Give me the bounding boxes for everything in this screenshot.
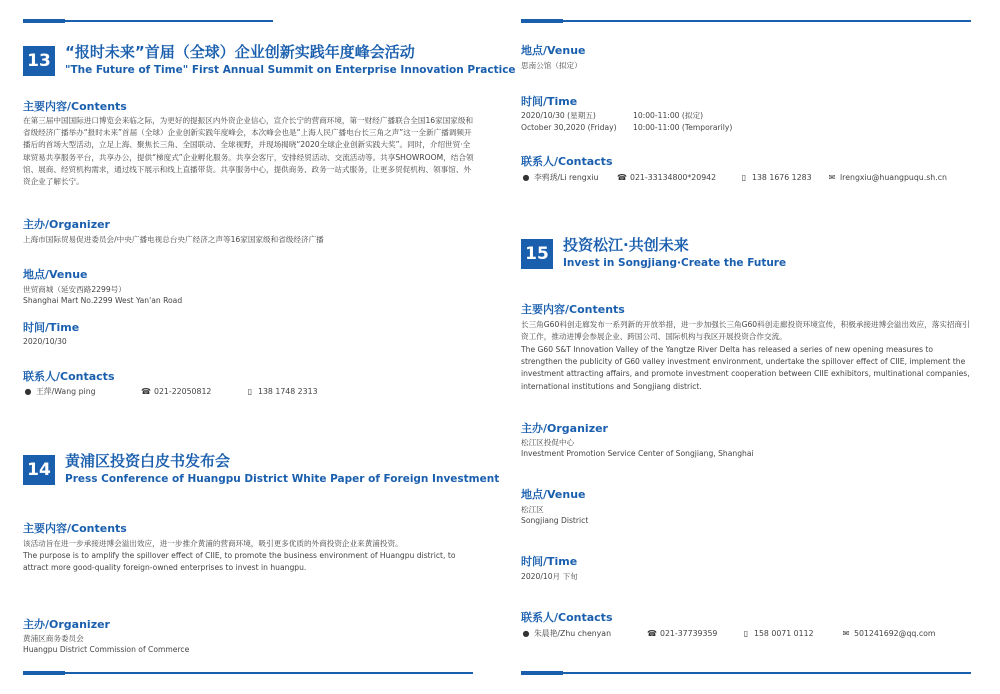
contents-text-cn: 长三角G60科创走廊发布一系列新的开放举措，进一步加强长三角G60科创走廊投资环境宣传，积极承接进博会溢出效应，落实招商引资工作，推动进博会参展企业、跨国公司、国际机构与我区开展投资合作交流。: [521, 320, 970, 342]
contact-phone: [617, 172, 739, 183]
email-icon: ✉: [828, 173, 836, 182]
bottom-rule-left: [23, 672, 473, 674]
person-icon: ●: [24, 387, 32, 396]
organizer-heading: 主办/Organizer: [23, 218, 110, 231]
organizer-heading: 主办/Organizer: [23, 618, 110, 631]
event-15-header: [521, 236, 786, 270]
contact-mobile-number: 138 1748 2313: [258, 387, 318, 396]
contents-heading: 主要内容/Contents: [23, 522, 127, 535]
contacts-heading: 联系人/Contacts: [521, 155, 613, 168]
contact-row: [23, 386, 318, 397]
contact-row: [521, 628, 935, 639]
time-text-en: October 30,2020 (Friday): [521, 123, 617, 132]
contact-email: [841, 628, 935, 639]
event-title-cn: 投资松江·共创未来: [563, 236, 689, 254]
mobile-icon: ▯: [247, 387, 253, 396]
event-number-badge: 15: [521, 239, 553, 269]
organizer-text-cn: 上海市国际贸易促进委员会/中央广播电视总台央广经济之声等16家国家级和省级经济广播: [23, 235, 324, 244]
contents-text-en: The purpose is to amplify the spillover effect of CIIE, to promote the business environment of Huangpu district, to attract more good-quality foreign-owned enterprises to invest in huangpu.: [23, 551, 456, 573]
contact-phone: [647, 628, 741, 639]
venue-text-cn: 世贸商城（延安西路2299号）: [23, 285, 126, 294]
contact-row: [521, 172, 947, 183]
mobile-icon: ▯: [741, 173, 747, 182]
organizer-heading: 主办/Organizer: [521, 422, 608, 435]
phone-icon: ☎: [647, 629, 657, 638]
time-hours-en: 10:00-11:00 (Temporarily): [633, 123, 733, 132]
venue-text-cn: 松江区: [521, 505, 544, 514]
contact-email-address: 501241692@qq.com: [854, 629, 936, 638]
time-heading: 时间/Time: [521, 555, 578, 568]
event-title-en: Invest in Songjiang·Create the Future: [563, 257, 787, 269]
contact-tel: 021-37739359: [660, 629, 718, 638]
mobile-icon: ▯: [743, 629, 749, 638]
time-text: 2020/10月 下旬: [521, 572, 578, 581]
contact-person: [521, 172, 617, 183]
event-number-badge: 14: [23, 455, 55, 485]
contact-tel: 021-22050812: [154, 387, 212, 396]
phone-icon: ☎: [141, 387, 151, 396]
venue-text-cn: 思南公馆（拟定）: [521, 61, 582, 70]
contact-phone: [141, 386, 245, 397]
time-hours-cn: 10:00-11:00 (拟定): [633, 111, 704, 120]
venue-text-en: Shanghai Mart No.2299 West Yan'an Road: [23, 296, 183, 305]
organizer-text-en: Investment Promotion Service Center of Songjiang, Shanghai: [521, 449, 754, 458]
time-text: 2020/10/30: [23, 337, 67, 346]
contacts-heading: 联系人/Contacts: [521, 611, 613, 624]
contents-text-en: The G60 S&T Innovation Valley of the Yangtze River Delta has released a series of new opening measures to strengthen the publicity of G60 valley investment environment, undertake the spillover effect of CIIE, implement the investment attracting affairs, and promote investment cooperation between CIIE exhibitors, multinational companies, international institutions and Songjiang district.: [521, 345, 970, 391]
organizer-text-cn: 松江区投促中心: [521, 438, 575, 447]
event-14-header: [23, 452, 499, 486]
contact-name: 朱晨艳/Zhu chenyan: [534, 629, 612, 638]
contact-person: [23, 386, 141, 397]
email-icon: ✉: [842, 629, 850, 638]
contact-name: 王萍/Wang ping: [36, 387, 96, 396]
contact-mobile-number: 138 1676 1283: [752, 173, 812, 182]
time-heading: 时间/Time: [23, 321, 80, 334]
contacts-heading: 联系人/Contacts: [23, 370, 115, 383]
contents-text-cn: 该活动旨在进一步承接进博会溢出效应，进一步推介黄浦的营商环境，吸引更多优质的外商投资企业来黄浦投资。: [23, 539, 403, 548]
top-rule-right: [521, 20, 971, 22]
venue-text-en: Songjiang District: [521, 516, 589, 525]
event-number-badge: 13: [23, 46, 55, 76]
time-text-cn: 2020/10/30 (星期五): [521, 111, 596, 120]
venue-heading: 地点/Venue: [521, 44, 586, 57]
person-icon: ●: [522, 629, 530, 638]
event-title-en: Press Conference of Huangpu District White Paper of Foreign Investment: [65, 473, 500, 485]
contact-email: [827, 172, 947, 183]
venue-heading: 地点/Venue: [23, 268, 88, 281]
contents-heading: 主要内容/Contents: [521, 303, 625, 316]
bottom-rule-right: [521, 672, 971, 674]
organizer-text-cn: 黄浦区商务委员会: [23, 634, 84, 643]
event-title-cn: 黄浦区投资白皮书发布会: [65, 452, 231, 470]
top-rule-left: [23, 20, 273, 22]
contact-name: 李鸦琇/Li rengxiu: [534, 173, 599, 182]
person-icon: ●: [522, 173, 530, 182]
phone-icon: ☎: [617, 173, 627, 182]
organizer-text-en: Huangpu District Commission of Commerce: [23, 645, 190, 654]
contents-text-cn: 在第三届中国国际进口博览会来临之际，为更好的提振区内外资企业信心，宣介长宁的营商环境，第一财经广播联合全国16家国家级和省级经济广播举办“报时未来”首届（全球）企业创新实践年度峰会，本次峰会也是“上海人民广播电台长三角之声”这一全新广播调频开播后的首场大型活动，立足上海、聚焦长三角、全国联动、全球视野，并现场揭晓“2020全球企业创新实践大奖”。同时，介绍世贸·全球贸易共享服务平台，共享办公，提供“梯度式”企业孵化服务。共享会客厅，安排经贸活动、交流活动等。共享SHOWROOM，结合领馆、展商、经贸机构需求，通过线下展示和线上直播带货。共享服务中心，提供商务、政务一站式服务，让更多贸促机构、领事馆、外资企业了解长宁。: [23, 116, 474, 187]
venue-heading: 地点/Venue: [521, 488, 586, 501]
contents-heading: 主要内容/Contents: [23, 100, 127, 113]
contact-mobile: [739, 172, 827, 183]
contact-person: [521, 628, 647, 639]
contact-email-address: lrengxiu@huangpuqu.sh.cn: [840, 173, 947, 182]
event-title-en: "The Future of Time" First Annual Summit on Enterprise Innovation Practice: [65, 64, 516, 76]
time-heading: 时间/Time: [521, 95, 578, 108]
contact-mobile-number: 158 0071 0112: [754, 629, 814, 638]
contact-tel: 021-33134800*20942: [630, 173, 717, 182]
event-13-header: [23, 43, 516, 77]
event-title-cn: “报时未来”首届（全球）企业创新实践年度峰会活动: [65, 43, 415, 61]
contact-mobile: [245, 386, 318, 397]
contact-mobile: [741, 628, 841, 639]
